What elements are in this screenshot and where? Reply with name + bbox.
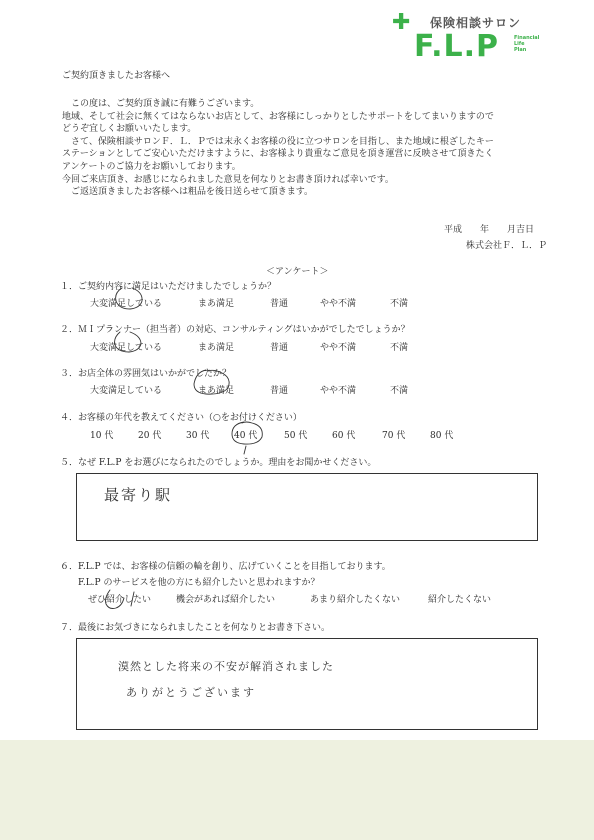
q2-option: 普通 [270,343,289,353]
q6-text-2: F.L.P のサービスを他の方にも紹介したいと思われますか？ [78,578,320,588]
q3-option: まあ満足 [198,386,235,396]
q4-option: 50 代 [284,431,308,441]
q7-handwritten-line: 漠然とした将来の不安が解消されました [118,660,334,673]
q6-answer-mark [106,590,125,609]
letter-line: さて、保険相談サロンＦ．Ｌ．Ｐでは末永くお客様の役に立つサロンを目指し、また地域に根ざしたキー [62,136,494,147]
q3-answer-mark [194,370,229,394]
q3-option: 大変満足している [90,386,163,396]
q4-text: ４．お客様の年代を教えてください（○をお付けください） [60,413,302,423]
letter-line: ステーションとしてご安心いただけますように、お客様より貴重なご意見を頂き運営に反映させて頂きたく [62,149,494,160]
q7-text: ７．最後にお気づきになられましたことを何なりとお書き下さい。 [60,623,331,633]
q1-option: 不満 [390,299,409,309]
q7-handwritten-line: ありがとうございます [126,686,256,699]
q1-answer-mark [116,288,142,309]
logo-title: 保険相談サロン [430,16,522,30]
q5-text: ５．なぜ F.L.P をお選びになられたのでしょうか。理由をお聞かせください。 [60,458,377,468]
q2-option: 不満 [390,343,409,353]
q1-option: 普通 [270,299,289,309]
q3-option: 普通 [270,386,289,396]
q3-option: 不満 [390,386,409,396]
letter-line: 地域、そして社会に無くてはならないお店として、お客様にしっかりとしたサポートをしてまいりますので [62,111,494,122]
q2-option: まあ満足 [198,343,235,353]
q4-option: 10 代 [90,431,114,441]
q4-option: 30 代 [186,431,210,441]
q1-text: １．ご契約内容に満足はいただけましたでしょうか？ [60,282,277,292]
q6-option: 機会があれば紹介したい [176,595,276,605]
q4-option: 60 代 [332,431,356,441]
logo-sub-line: Financial [514,35,540,41]
q1-option: やや不満 [320,299,357,309]
q6-option: ぜひ紹介したい [88,595,152,605]
date-line: 平成 年 月吉日 [444,225,535,235]
q6-option: あまり紹介したくない [310,595,401,605]
letter-line: アンケートのご協力をお願いしております。 [62,161,241,172]
letter-line: どうぞ宜しくお願いいたします。 [62,124,197,135]
q3-text: ３．お店全体の雰囲気はいかがでしたか？ [60,369,232,379]
letter-line: 今回ご来店頂き、お感じになられました意見を何なりとお書き頂ければ幸いです。 [62,174,394,185]
q6-text: ６．F.L.P では、お客様の信頼の輪を創り、広げていくことを目指しております。 [60,562,391,572]
salutation: ご契約頂きましたお客様へ [62,71,171,81]
logo-main: F.L.P [414,29,499,64]
q4-answer-mark [232,422,262,444]
q2-option: 大変満足している [90,343,163,353]
logo-sub-line: Plan [514,47,527,53]
q6-option: 紹介したくない [428,595,492,605]
plus-icon: ✚ [392,10,411,35]
logo-sub-line: Life [514,41,525,47]
q5-handwritten-answer: 最寄り駅 [104,486,173,504]
q4-option: 20 代 [138,431,162,441]
q2-answer-mark [115,332,141,352]
letter-line: この度は、ご契約頂き誠に有難うございます。 [62,99,260,109]
q1-option: まあ満足 [198,299,235,309]
letter-line: ご返送頂きましたお客様へは粗品を後日送らせて頂きます。 [62,187,314,198]
q1-option: 大変満足している [90,299,163,309]
survey-heading: ＜アンケート＞ [266,267,329,277]
q3-option: やや不満 [320,386,357,396]
q4-option: 40 代 [234,431,258,441]
q2-option: やや不満 [320,343,357,353]
q4-option: 70 代 [382,431,406,441]
q4-option: 80 代 [430,431,454,441]
company-name: 株式会社Ｆ．Ｌ．Ｐ [466,241,548,251]
q2-text: ２．ＭＩプランナー（担当者）の対応、コンサルティングはいかがでしたでしょうか？ [60,325,410,335]
